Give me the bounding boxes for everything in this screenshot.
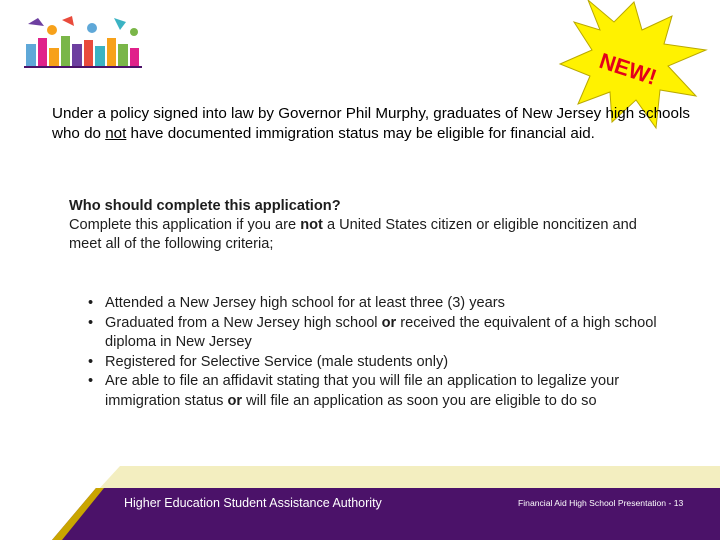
intro-text-end: have documented immigration status may be eligible for financial aid.: [126, 125, 595, 142]
panel-sub-start: Complete this application if you are: [69, 217, 301, 233]
intro-text-start: Under a policy signed into law by Governor Phil Murphy, graduates of New Jersey high schools who do: [52, 105, 690, 142]
intro-paragraph: [52, 104, 692, 144]
criteria-item: • Registered for Selective Service (male students only): [105, 353, 669, 373]
panel-sub-bold: not: [300, 217, 323, 233]
panel-title: Who should complete this application?: [69, 198, 341, 214]
intro-underlined-word: not: [105, 125, 127, 142]
criteria-item-bold: or: [381, 314, 397, 331]
criteria-list: [69, 294, 669, 411]
panel-subtitle: [69, 216, 669, 254]
hesaa-logo: [22, 14, 144, 72]
new-badge-text: NEW!: [596, 48, 660, 90]
criteria-item-bold: or: [227, 392, 243, 409]
criteria-item: • Attended a New Jersey high school for at least three (3) years: [105, 294, 669, 314]
criteria-panel: [69, 197, 669, 411]
panel-sub-end: a United States citizen or eligible noncitizen and meet all of the following criteria;: [69, 217, 637, 252]
footer-page-label: Financial Aid High School Presentation - 13: [518, 498, 684, 508]
criteria-item-start: Are able to file an affidavit stating that you will file an application to legalize your immigration status: [105, 373, 620, 409]
criteria-item: [105, 372, 669, 411]
criteria-item-start: Graduated from a New Jersey high school: [105, 314, 382, 331]
criteria-item: [105, 314, 669, 353]
criteria-item-end: received the equivalent of a high school diploma in New Jersey: [105, 314, 657, 350]
footer-org-name: Higher Education Student Assistance Authority: [124, 496, 382, 510]
criteria-item-end: will file an application as soon you are eligible to do so: [242, 392, 597, 409]
